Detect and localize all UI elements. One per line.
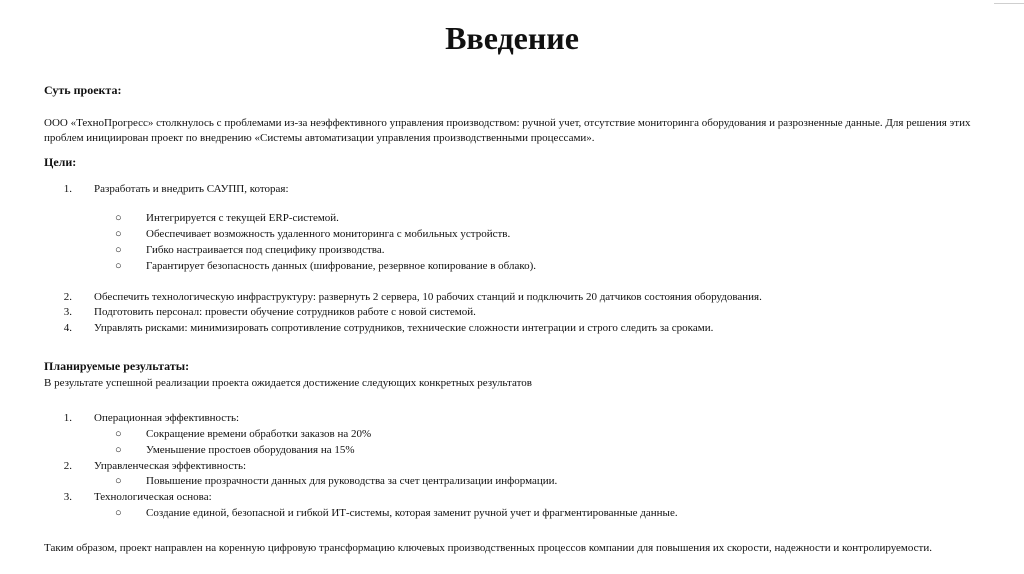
result-subitem: Создание единой, безопасной и гибкой ИТ-системы, которая заменит ручной учет и фрагментированные данные. [146,507,678,519]
result-number: 1. [63,412,72,424]
bullet-icon: ○ [115,228,122,240]
result-subitem: Уменьшение простоев оборудования на 15% [146,444,355,456]
bullet-icon: ○ [115,475,122,487]
goal-item: Разработать и внедрить САУПП, которая: [94,183,289,195]
bullet-icon: ○ [115,244,122,256]
essence-text: ООО «ТехноПрогресс» столкнулось с проблемами из-за неэффективного управления производством: ручной учет, отсутствие мониторинга оборудования и разрозненные данные. Для решения этих проблем инициирован проект по внедрению «Системы автоматизации управления производственными процессами». [44,117,971,144]
goal-subitem: Интегрируется с текущей ERP-системой. [146,212,339,224]
goal-subitem: Гибко настраивается под специфику производства. [146,244,385,256]
result-item: Операционная эффективность: [94,412,240,424]
goal-item: Подготовить персонал: провести обучение сотрудников работе с новой системой. [94,306,476,318]
result-item: Управленческая эффективность: [94,460,247,472]
goal-number: 4. [63,322,72,334]
bullet-icon: ○ [115,428,122,440]
bullet-icon: ○ [115,507,122,519]
bullet-icon: ○ [115,444,122,456]
goal-number: 2. [63,291,72,303]
goals-heading: Цели: [44,155,77,169]
result-subitem: Повышение прозрачности данных для руководства за счет централизации информации. [146,475,558,487]
goal-subitem: Обеспечивает возможность удаленного мониторинга с мобильных устройств. [146,228,511,240]
bullet-icon: ○ [115,212,122,224]
result-number: 3. [63,491,72,503]
page-title: Введение [445,20,579,56]
goal-number: 3. [63,306,72,318]
conclusion-text: Таким образом, проект направлен на коренную цифровую трансформацию ключевых производственных процессов компании для повышения их скорости, надежности и контролируемости. [44,542,932,554]
goal-item: Обеспечить технологическую инфраструктуру: развернуть 2 сервера, 10 рабочих станций и подключить 20 датчиков состояния оборудования. [94,291,762,303]
bullet-icon: ○ [115,260,122,272]
results-intro: В результате успешной реализации проекта ожидается достижение следующих конкретных результатов [44,377,532,389]
goal-number: 1. [63,183,72,195]
essence-heading: Суть проекта: [44,83,122,97]
goal-subitem: Гарантирует безопасность данных (шифрование, резервное копирование в облако). [146,260,537,272]
results-heading: Планируемые результаты: [44,359,190,373]
result-item: Технологическая основа: [94,491,212,503]
result-subitem: Сокращение времени обработки заказов на 20% [146,428,372,440]
result-number: 2. [63,460,72,472]
goal-item: Управлять рисками: минимизировать сопротивление сотрудников, технические сложности интеграции и строго следить за сроками. [94,322,714,334]
top-edge-line [994,3,1024,4]
